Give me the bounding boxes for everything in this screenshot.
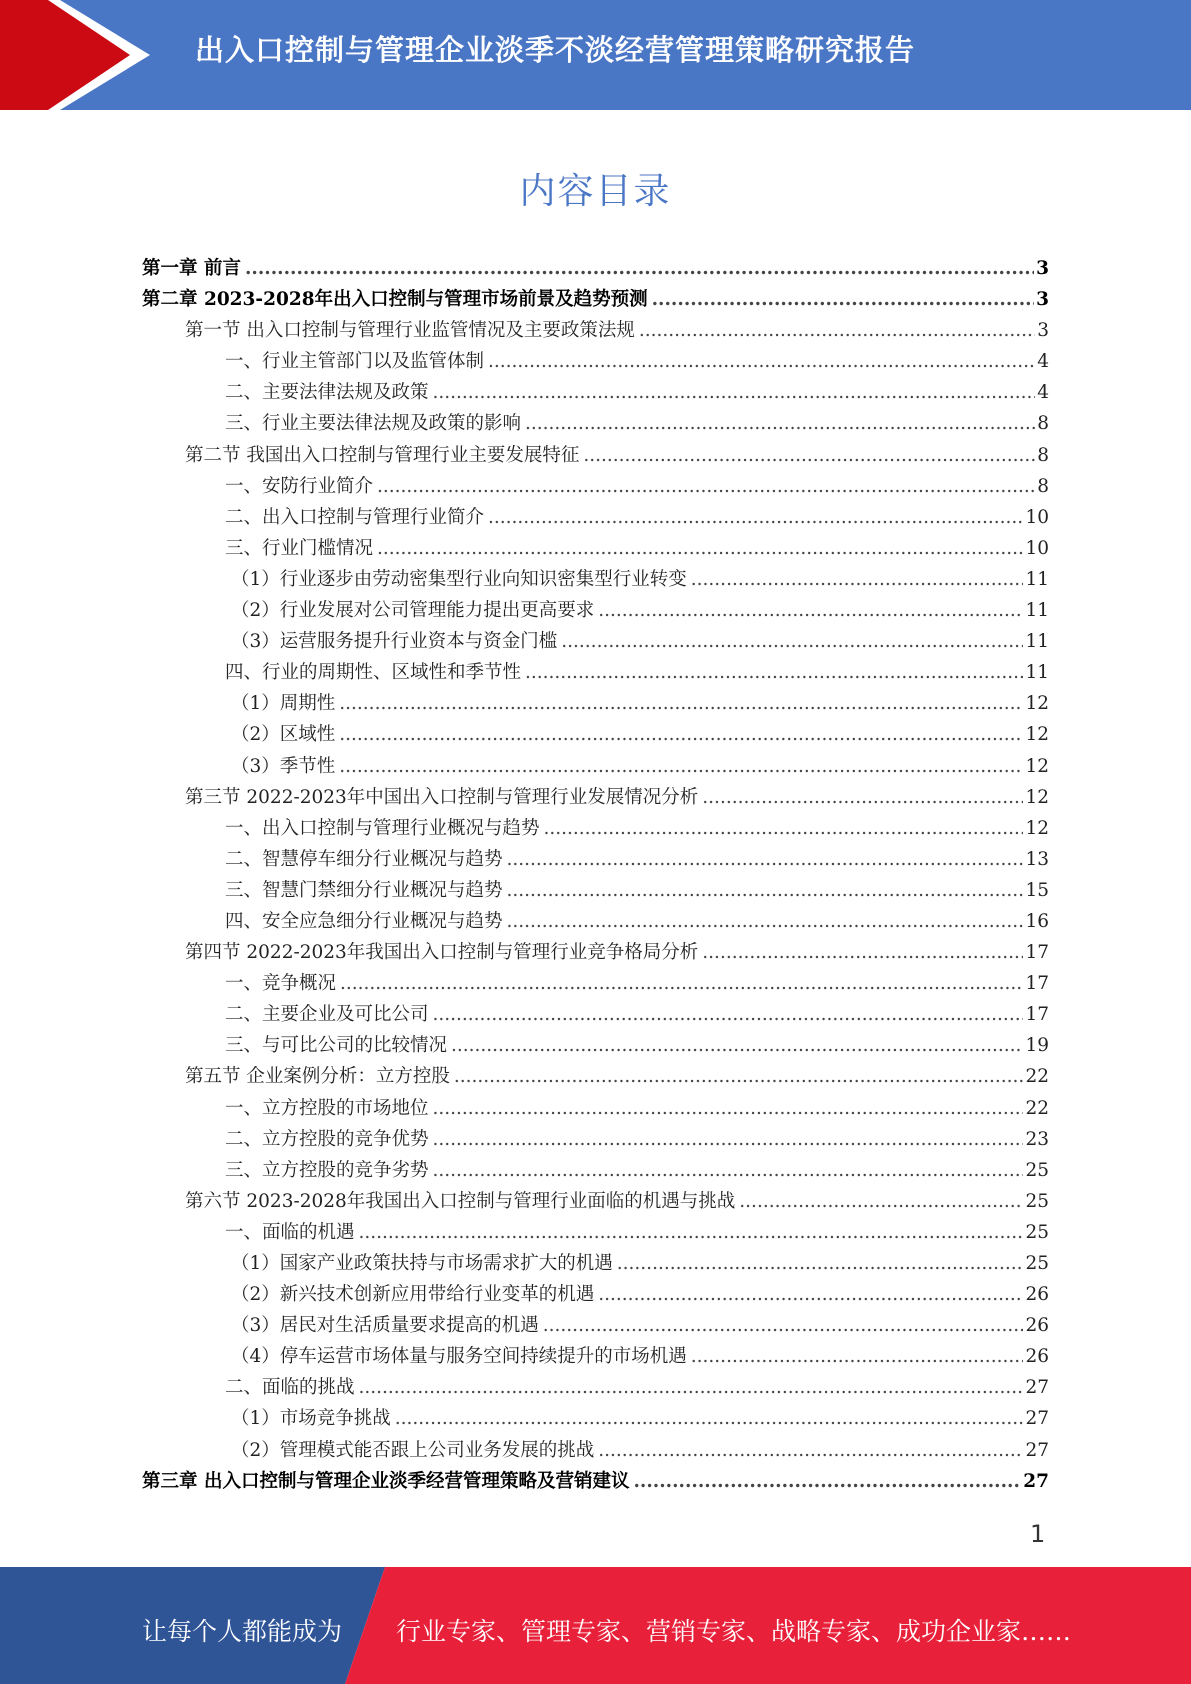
toc-dot-leader: [359, 1377, 1024, 1398]
page-number: 1: [1030, 1520, 1046, 1548]
toc-entry-page: 25: [1025, 1253, 1049, 1274]
toc-entry-page: 3: [1036, 258, 1049, 279]
toc-entry[interactable]: [142, 1062, 1049, 1093]
toc-entry[interactable]: [142, 1373, 1049, 1404]
toc-entry-page: 12: [1025, 755, 1049, 777]
toc-entry-page: 12: [1025, 786, 1049, 808]
toc-entry[interactable]: [142, 1218, 1049, 1249]
toc-entry-page: 13: [1025, 848, 1049, 870]
toc-entry-title: 二、立方控股的竞争优势: [225, 1128, 429, 1150]
toc-entry-title: 第二节 我国出入口控制与管理行业主要发展特征: [185, 444, 580, 466]
toc-entry-title: 第五节 企业案例分析：立方控股: [185, 1066, 450, 1088]
toc-entry[interactable]: [142, 627, 1049, 658]
toc-entry[interactable]: [142, 1094, 1049, 1125]
toc-entry[interactable]: [142, 565, 1049, 596]
toc-entry[interactable]: [142, 720, 1049, 751]
toc-entry[interactable]: [142, 441, 1049, 472]
toc-entry-page: 8: [1037, 444, 1049, 466]
toc-entry-title: 二、主要法律法规及政策: [225, 382, 429, 404]
toc-entry-page: 27: [1025, 1439, 1049, 1461]
toc-entry-title: 二、智慧停车细分行业概况与趋势: [225, 848, 503, 870]
page-header: [0, 0, 1191, 110]
toc-entry-page: 22: [1025, 1097, 1049, 1119]
toc-entry-title: （3）季节性: [231, 755, 336, 777]
toc-entry[interactable]: [142, 845, 1049, 876]
toc-dot-leader: [598, 600, 1023, 621]
toc-entry-page: 27: [1025, 1377, 1049, 1399]
toc-entry-title: 第三节 2022-2023年中国出入口控制与管理行业发展情况分析: [185, 786, 699, 808]
table-of-contents: [142, 254, 1049, 1498]
toc-dot-leader: [652, 289, 1035, 310]
toc-dot-leader: [340, 973, 1023, 994]
toc-dot-leader: [339, 724, 1023, 745]
toc-entry-page: 12: [1025, 693, 1049, 715]
toc-dot-leader: [433, 1129, 1024, 1150]
toc-entry-title: 三、立方控股的竞争劣势: [225, 1159, 429, 1181]
toc-entry[interactable]: [142, 472, 1049, 503]
toc-entry-title: 第一章 前言: [142, 258, 241, 279]
toc-entry[interactable]: [142, 752, 1049, 783]
toc-entry-page: 27: [1025, 1408, 1049, 1430]
toc-entry-title: （3）居民对生活质量要求提高的机遇: [231, 1315, 539, 1337]
toc-dot-leader: [507, 911, 1024, 932]
toc-entry-title: 三、与可比公司的比较情况: [225, 1035, 448, 1057]
toc-entry-title: 第六节 2023-2028年我国出入口控制与管理行业面临的机遇与挑战: [185, 1190, 736, 1212]
toc-entry-title: （2）区域性: [231, 724, 336, 746]
toc-entry[interactable]: [142, 1249, 1049, 1280]
toc-entry-page: 26: [1025, 1315, 1049, 1337]
toc-entry-page: 17: [1025, 942, 1049, 964]
toc-entry-title: 第四节 2022-2023年我国出入口控制与管理行业竞争格局分析: [185, 942, 699, 964]
toc-dot-leader: [433, 1004, 1024, 1025]
toc-dot-leader: [377, 538, 1023, 559]
toc-entry[interactable]: [142, 658, 1049, 689]
toc-entry[interactable]: [142, 1156, 1049, 1187]
toc-entry-title: 一、立方控股的市场地位: [225, 1097, 429, 1119]
footer-slogan-left: 让每个人都能成为: [142, 1617, 343, 1646]
toc-dot-leader: [454, 1066, 1024, 1087]
toc-dot-leader: [561, 631, 1023, 652]
toc-entry-title: （1）市场竞争挑战: [231, 1408, 391, 1430]
toc-entry-page: 11: [1025, 631, 1049, 653]
toc-dot-leader: [702, 942, 1023, 963]
toc-entry[interactable]: [142, 876, 1049, 907]
toc-entry-page: 23: [1025, 1128, 1049, 1150]
toc-dot-leader: [702, 787, 1023, 808]
toc-entry-title: 二、面临的挑战: [225, 1377, 355, 1399]
toc-dot-leader: [525, 662, 1023, 683]
toc-dot-leader: [543, 1315, 1024, 1336]
toc-entry-page: 27: [1023, 1470, 1049, 1492]
toc-entry-page: 17: [1025, 1004, 1049, 1026]
toc-entry-title: 二、出入口控制与管理行业简介: [225, 506, 485, 528]
toc-dot-leader: [691, 569, 1024, 590]
toc-dot-leader: [488, 351, 1035, 372]
toc-entry[interactable]: [142, 1436, 1049, 1467]
toc-entry-page: 19: [1025, 1035, 1049, 1057]
toc-dot-leader: [451, 1035, 1023, 1056]
toc-entry[interactable]: [142, 783, 1049, 814]
toc-entry[interactable]: [142, 409, 1049, 440]
toc-entry-page: 25: [1025, 1190, 1049, 1212]
toc-entry-title: 第二章 2023-2028年出入口控制与管理市场前景及趋势预测: [142, 289, 648, 311]
toc-entry-title: 四、安全应急细分行业概况与趋势: [225, 910, 503, 932]
toc-dot-leader: [544, 818, 1024, 839]
footer-slogan-right: 行业专家、管理专家、营销专家、战略专家、成功企业家……: [396, 1617, 1072, 1646]
toc-dot-leader: [507, 880, 1024, 901]
toc-entry-page: 12: [1025, 817, 1049, 839]
toc-entry[interactable]: [142, 1031, 1049, 1062]
toc-entry[interactable]: [142, 1467, 1049, 1498]
toc-entry[interactable]: [142, 534, 1049, 565]
toc-entry[interactable]: [142, 378, 1049, 409]
header-chevron-icon: [0, 0, 150, 110]
toc-entry[interactable]: [142, 596, 1049, 627]
toc-entry[interactable]: [142, 814, 1049, 845]
toc-dot-leader: [339, 693, 1023, 714]
toc-entry-title: 一、出入口控制与管理行业概况与趋势: [225, 817, 540, 839]
toc-dot-leader: [617, 1253, 1024, 1274]
toc-entry-page: 15: [1025, 879, 1049, 901]
toc-entry-page: 10: [1025, 506, 1049, 528]
toc-entry-page: 11: [1025, 568, 1049, 590]
header-title: 出入口控制与管理企业淡季不淡经营管理策略研究报告: [195, 33, 916, 67]
toc-entry[interactable]: [142, 285, 1049, 316]
toc-entry[interactable]: [142, 907, 1049, 938]
toc-entry-title: 三、行业门槛情况: [225, 537, 374, 559]
toc-dot-leader: [339, 756, 1023, 777]
toc-entry-page: 25: [1025, 1159, 1049, 1181]
toc-entry[interactable]: [142, 1000, 1049, 1031]
toc-dot-leader: [377, 476, 1035, 497]
toc-entry-page: 17: [1025, 973, 1049, 995]
toc-entry-page: 8: [1037, 413, 1049, 435]
toc-entry-title: 一、安防行业简介: [225, 475, 374, 497]
toc-entry[interactable]: [142, 689, 1049, 720]
toc-entry-title: 第三章 出入口控制与管理企业淡季经营管理策略及营销建议: [142, 1470, 630, 1492]
toc-dot-leader: [245, 258, 1034, 279]
toc-entry-title: （4）停车运营市场体量与服务空间持续提升的市场机遇: [231, 1346, 687, 1368]
toc-entry-page: 26: [1025, 1346, 1049, 1368]
toc-entry-page: 11: [1025, 662, 1049, 684]
toc-entry[interactable]: [142, 316, 1049, 347]
toc-entry-title: （2）行业发展对公司管理能力提出更高要求: [231, 600, 595, 622]
toc-entry-title: （2）新兴技术创新应用带给行业变革的机遇: [231, 1284, 595, 1306]
toc-entry[interactable]: [142, 254, 1049, 285]
toc-entry-page: 22: [1025, 1066, 1049, 1088]
toc-entry[interactable]: [142, 969, 1049, 1000]
toc-entry-page: 4: [1037, 382, 1049, 404]
toc-dot-leader: [488, 507, 1023, 528]
toc-entry-title: （3）运营服务提升行业资本与资金门槛: [231, 631, 558, 653]
toc-entry-page: 3: [1037, 320, 1049, 342]
toc-entry-page: 4: [1037, 351, 1049, 373]
toc-dot-leader: [507, 849, 1024, 870]
toc-dot-leader: [739, 1191, 1023, 1212]
toc-entry-page: 26: [1025, 1284, 1049, 1306]
toc-dot-leader: [633, 1471, 1021, 1492]
toc-entry-title: 一、竞争概况: [225, 973, 337, 995]
toc-dot-leader: [691, 1346, 1024, 1367]
toc-entry[interactable]: [142, 347, 1049, 378]
toc-dot-leader: [433, 382, 1036, 403]
toc-entry-title: （2）管理模式能否跟上公司业务发展的挑战: [231, 1439, 595, 1461]
toc-dot-leader: [359, 1222, 1024, 1243]
toc-entry[interactable]: [142, 1311, 1049, 1342]
toc-entry[interactable]: [142, 938, 1049, 969]
toc-entry-title: （1）周期性: [231, 693, 336, 715]
toc-dot-leader: [525, 413, 1035, 434]
toc-entry-page: 10: [1025, 537, 1049, 559]
toc-entry-title: 四、行业的周期性、区域性和季节性: [225, 662, 522, 684]
toc-title: 内容目录: [519, 171, 672, 212]
toc-entry-page: 25: [1025, 1221, 1049, 1243]
toc-entry-page: 12: [1025, 724, 1049, 746]
toc-entry-page: 3: [1036, 289, 1049, 311]
toc-entry-title: 三、智慧门禁细分行业概况与趋势: [225, 879, 503, 901]
toc-dot-leader: [395, 1408, 1024, 1429]
toc-entry-title: 第一节 出入口控制与管理行业监管情况及主要政策法规: [185, 320, 635, 342]
toc-entry-page: 11: [1025, 600, 1049, 622]
toc-entry-page: 16: [1025, 910, 1049, 932]
toc-entry-page: 8: [1037, 475, 1049, 497]
toc-entry[interactable]: [142, 1125, 1049, 1156]
toc-entry[interactable]: [142, 1342, 1049, 1373]
toc-entry[interactable]: [142, 503, 1049, 534]
toc-entry[interactable]: [142, 1280, 1049, 1311]
toc-entry-title: 二、主要企业及可比公司: [225, 1004, 429, 1026]
toc-dot-leader: [598, 1440, 1023, 1461]
toc-dot-leader: [433, 1160, 1024, 1181]
toc-entry-title: 一、行业主管部门以及监管体制: [225, 351, 485, 373]
toc-entry-title: 一、面临的机遇: [225, 1221, 355, 1243]
toc-entry[interactable]: [142, 1187, 1049, 1218]
toc-dot-leader: [598, 1284, 1023, 1305]
toc-entry-title: 三、行业主要法律法规及政策的影响: [225, 413, 522, 435]
toc-entry[interactable]: [142, 1404, 1049, 1435]
toc-dot-leader: [433, 1098, 1024, 1119]
toc-dot-leader: [639, 320, 1035, 341]
toc-entry-title: （1）行业逐步由劳动密集型行业向知识密集型行业转变: [231, 568, 687, 590]
toc-entry-title: （1）国家产业政策扶持与市场需求扩大的机遇: [231, 1253, 613, 1274]
toc-dot-leader: [583, 445, 1035, 466]
